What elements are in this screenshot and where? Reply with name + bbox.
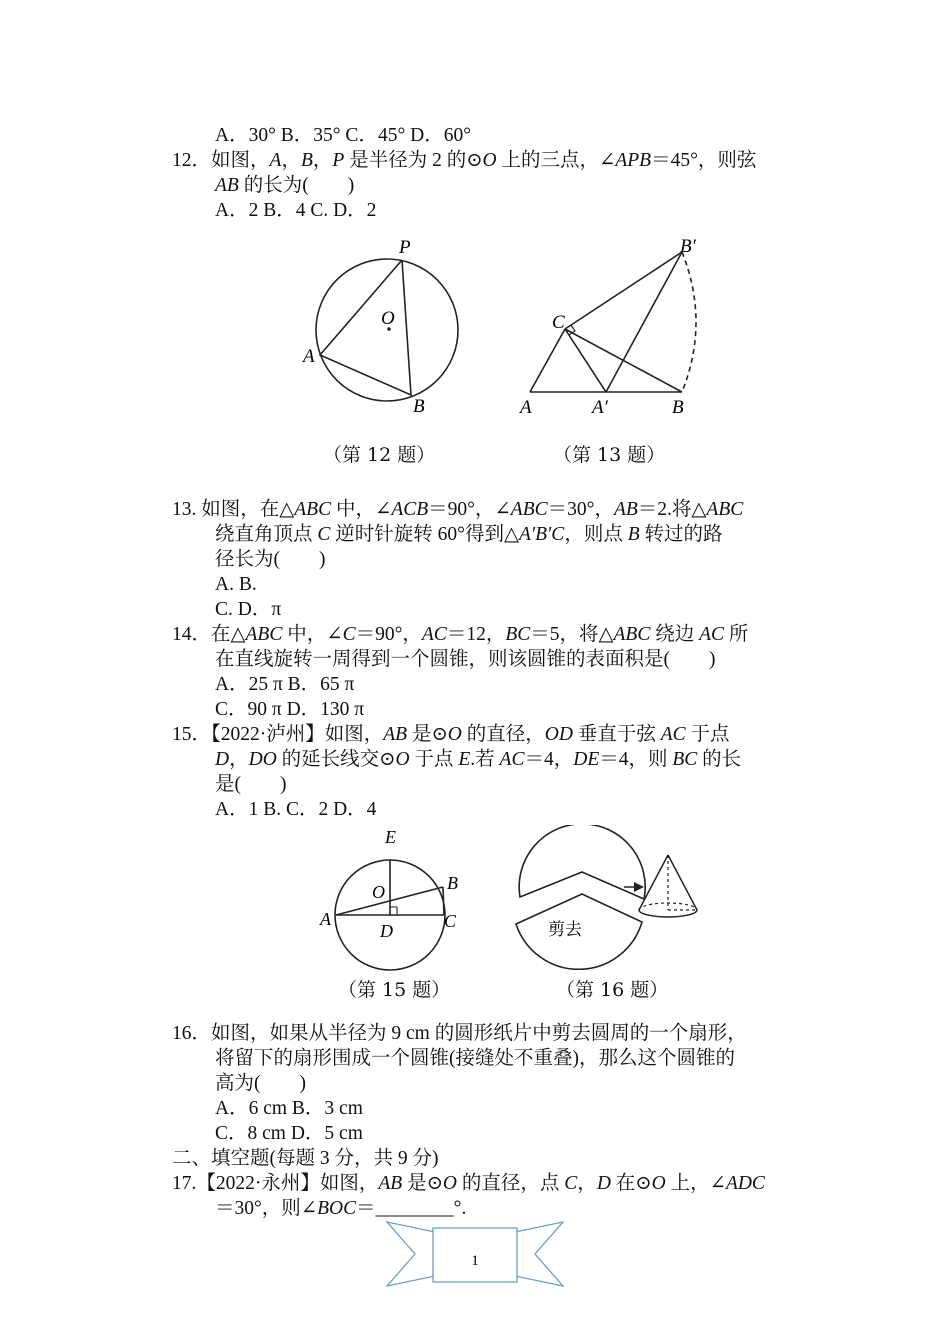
- label-b: B: [672, 397, 684, 418]
- q12-line2: AB 的长为( ): [215, 175, 355, 196]
- ribbon-left-tail: [387, 1222, 435, 1286]
- q15-line2: D，DO 的延长线交⊙O 于点 E.若 AC＝4，DE＝4，则 BC 的长: [215, 749, 742, 770]
- label-b: B: [447, 873, 458, 893]
- page-number: 1: [471, 1253, 479, 1269]
- label-d: D: [380, 921, 393, 941]
- remaining-sector: [519, 825, 645, 899]
- q13-options-2: C. D．π: [215, 599, 282, 620]
- line-ac: [530, 329, 565, 392]
- q14-options-2: C．90 π D．130 π: [215, 699, 365, 720]
- q16-line2: 将留下的扇形围成一个圆锥(接缝处不重叠)，那么这个圆锥的: [215, 1048, 735, 1069]
- line-cb-prime: [565, 252, 682, 329]
- triangle-apb: [320, 260, 411, 395]
- label-b: B: [413, 396, 425, 417]
- q14-line2: 在直线旋转一周得到一个圆锥，则该圆锥的表面积是( ): [215, 649, 716, 670]
- q16-line3: 高为( ): [215, 1073, 306, 1094]
- line-ca-prime: [565, 329, 606, 392]
- label-b-prime: B′: [680, 236, 696, 257]
- figure-13: [510, 232, 725, 422]
- label-a: A: [520, 397, 532, 418]
- label-a-prime: A′: [592, 397, 608, 418]
- q13-line1: 13. 如图，在△ABC 中，∠ACB＝90°，∠ABC＝30°，AB＝2.将△ABC: [172, 499, 744, 520]
- label-p: P: [399, 237, 411, 258]
- rotation-arc: [682, 252, 696, 392]
- figure-15: [315, 825, 465, 975]
- caption-12: （第 12 题）: [323, 444, 436, 466]
- page-number-ribbon: [385, 1218, 565, 1290]
- cone-right-side: [668, 855, 697, 910]
- label-a: A: [320, 909, 331, 929]
- q13-options-1: A. B.: [215, 574, 257, 595]
- q15-line1: 15．【2022·泸州】如图，AB 是⊙O 的直径，OD 垂直于弦 AC 于点: [172, 724, 730, 745]
- label-o: O: [381, 308, 395, 329]
- q15-line3: 是( ): [215, 774, 287, 795]
- q16-options-1: A．6 cm B．3 cm: [215, 1098, 363, 1119]
- q15-options: A．1 B. C．2 D．4: [215, 799, 377, 820]
- section-fill-in-title: 二、填空题(每题 3 分，共 9 分): [172, 1148, 439, 1169]
- cut-label: 剪去: [548, 920, 582, 939]
- figure-16: [500, 825, 720, 970]
- q11-options: A．30° B．35° C．45° D．60°: [215, 125, 471, 146]
- label-c: C: [552, 312, 565, 333]
- q13-line3: 径长为( ): [215, 549, 326, 570]
- q14-options-1: A．25 π B．65 π: [215, 674, 355, 695]
- caption-16: （第 16 题）: [556, 979, 669, 1001]
- q12-line1: 12．如图，A，B，P 是半径为 2 的⊙O 上的三点，∠APB＝45°，则弦: [172, 150, 757, 171]
- q13-line2: 绕直角顶点 C 逆时针旋转 60°得到△A′B′C，则点 B 转过的路: [215, 524, 723, 545]
- q16-options-2: C．8 cm D．5 cm: [215, 1123, 363, 1144]
- label-e: E: [385, 827, 396, 847]
- figure-12: [295, 235, 475, 420]
- label-c: C: [444, 911, 457, 931]
- q14-line1: 14．在△ABC 中，∠C＝90°，AC＝12，BC＝5，将△ABC 绕边 AC 所: [172, 624, 749, 645]
- ribbon-right-tail: [515, 1222, 563, 1286]
- right-angle-mark: [390, 907, 397, 915]
- q12-options: A．2 B．4 C. D．2: [215, 200, 377, 221]
- label-a: A: [303, 346, 315, 367]
- caption-15: （第 15 题）: [338, 979, 451, 1001]
- q17-line2: ＝30°，则∠BOC＝________°.: [215, 1198, 467, 1219]
- cone-base-front: [639, 910, 697, 917]
- caption-13: （第 13 题）: [553, 444, 666, 466]
- circle-o: [316, 259, 458, 401]
- q16-line1: 16．如图，如果从半径为 9 cm 的圆形纸片中剪去圆周的一个扇形，: [172, 1023, 747, 1044]
- q17-line1: 17.【2022·永州】如图，AB 是⊙O 的直径，点 C，D 在⊙O 上，∠ADC: [172, 1173, 765, 1194]
- label-o: O: [372, 882, 385, 902]
